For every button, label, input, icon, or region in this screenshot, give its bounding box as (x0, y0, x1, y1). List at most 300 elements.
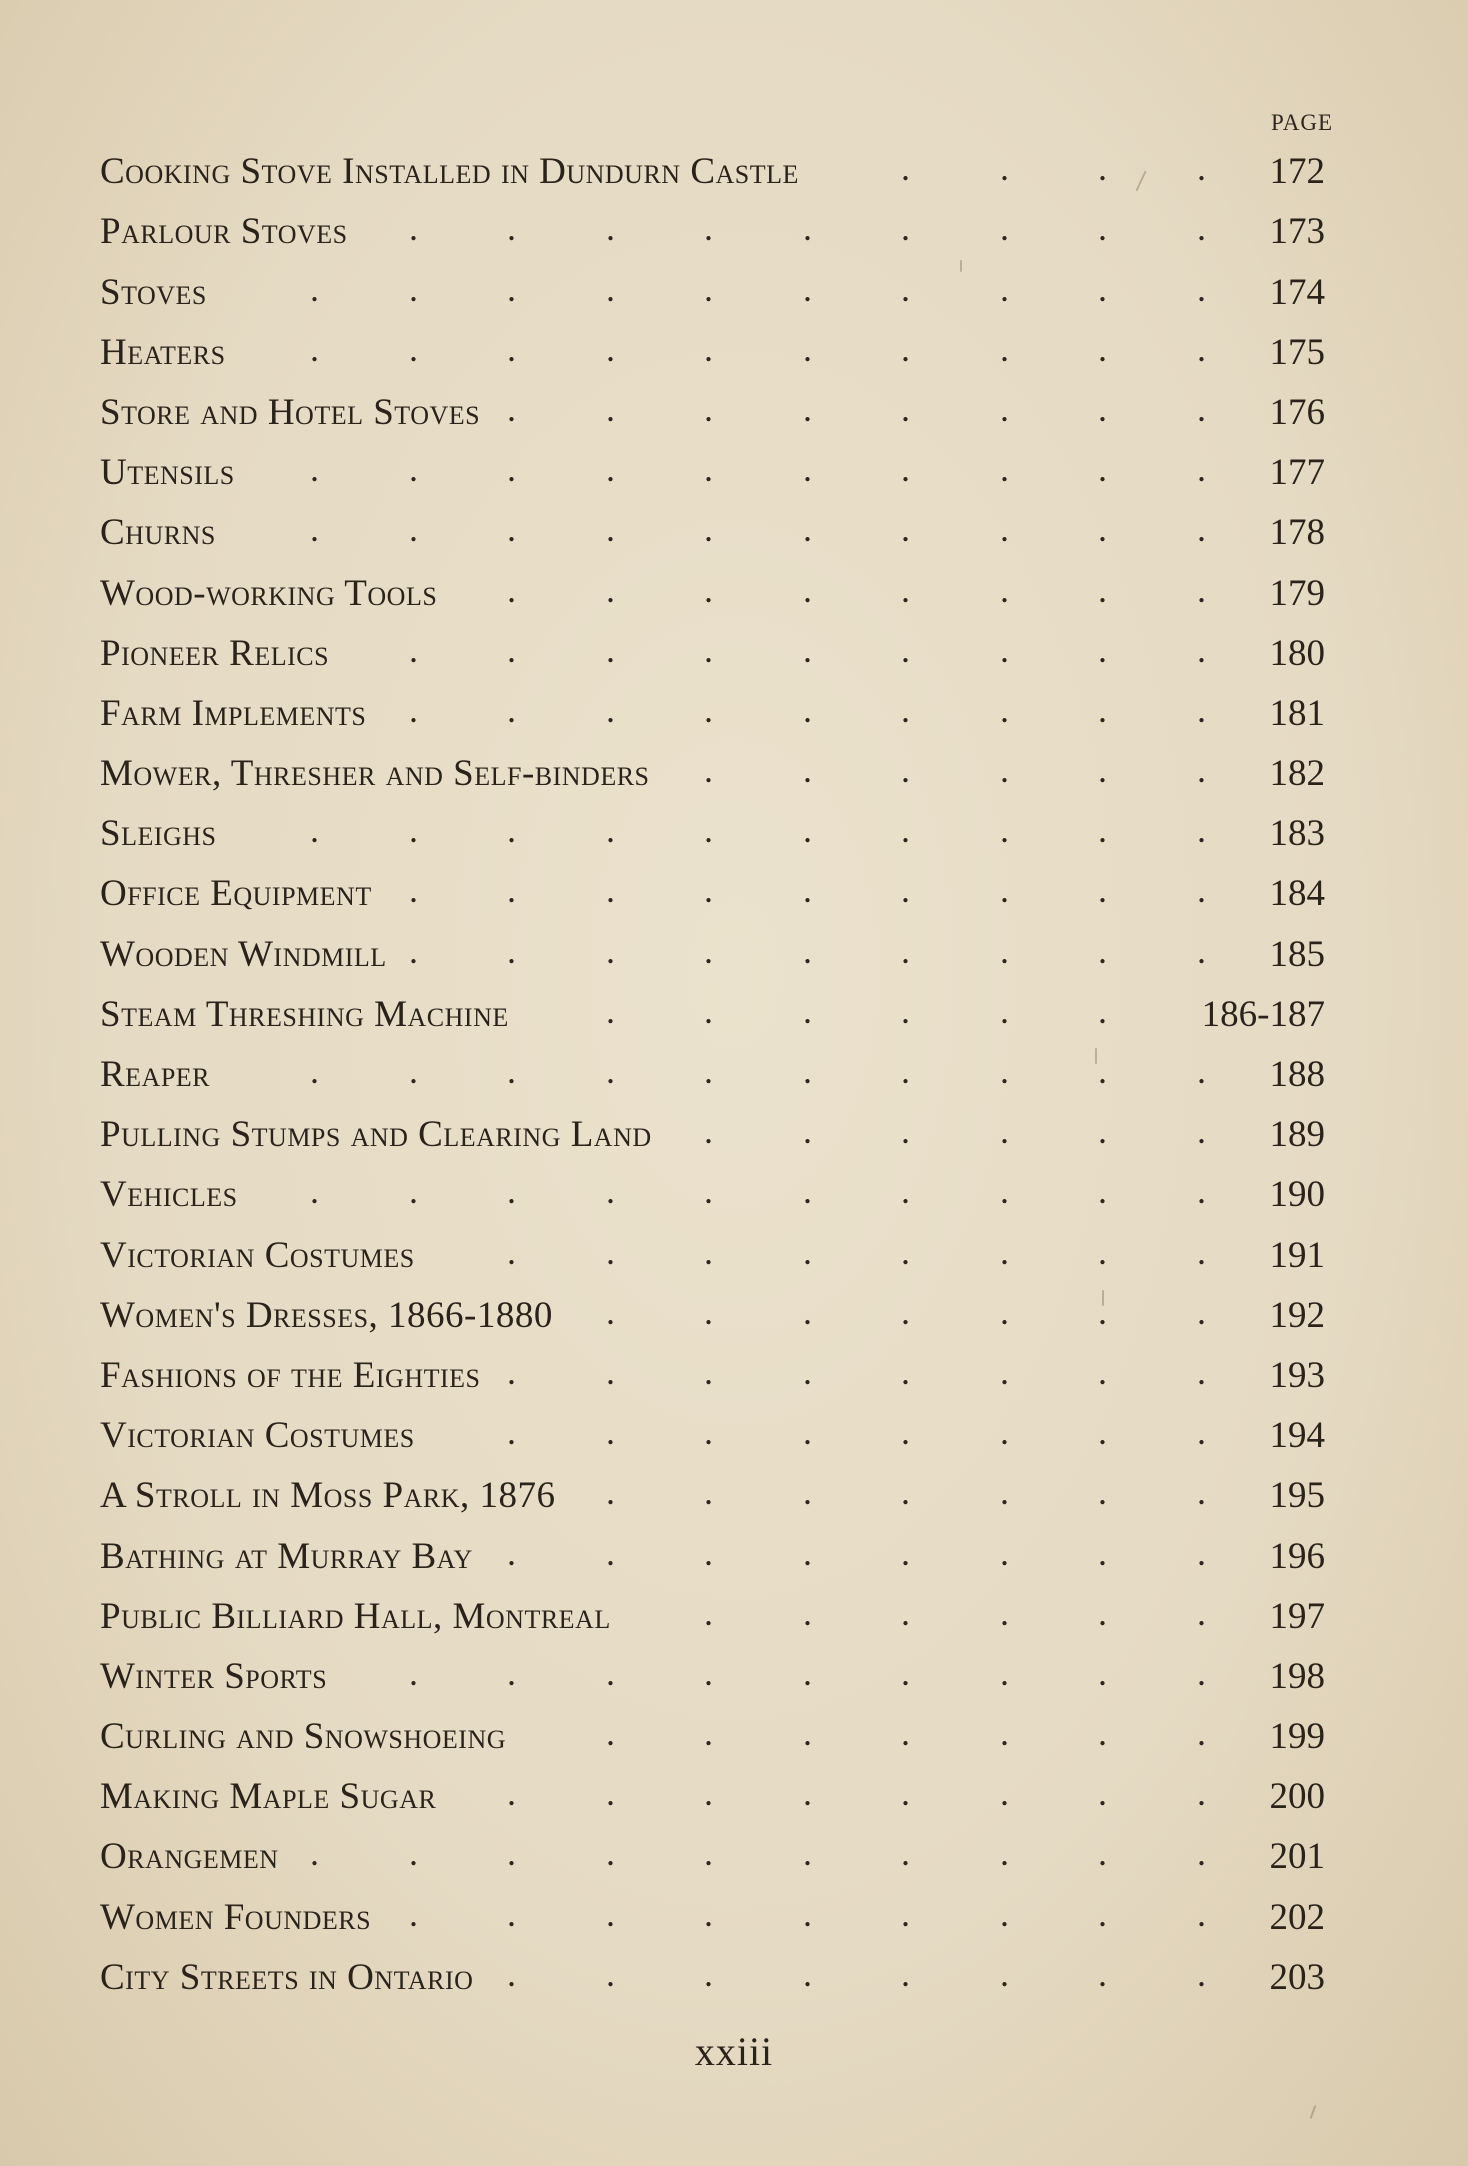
dot-leader: . (803, 268, 812, 309)
dot-leader: . (901, 1953, 910, 1994)
dot-leader: . (507, 1773, 516, 1814)
dot-leader: . (1098, 328, 1107, 369)
dot-leader: . (507, 1833, 516, 1874)
toc-entry-page-number: 181 (1269, 692, 1325, 734)
dot-leader: . (606, 990, 615, 1031)
dot-leader: . (1197, 148, 1206, 189)
dot-leader: . (409, 268, 418, 309)
dot-leader: . (1197, 1532, 1206, 1573)
dot-leader: . (901, 1833, 910, 1874)
dot-leader: . (704, 1532, 713, 1573)
dot-leader: . (1000, 208, 1009, 249)
dot-leader: . (1197, 1231, 1206, 1272)
dot-leader: . (1000, 1171, 1009, 1212)
toc-entry-title: Curling and Snowshoeing (100, 1716, 506, 1758)
dot-leader: . (901, 810, 910, 851)
dot-leader: . (606, 1652, 615, 1693)
dot-leader: . (901, 1532, 910, 1573)
dot-leader: . (803, 750, 812, 791)
dot-leader: . (1098, 930, 1107, 971)
toc-entry-title: Victorian Costumes (100, 1234, 415, 1276)
dot-leader: . (704, 1953, 713, 1994)
dot-leader: . (803, 629, 812, 670)
paper-speck (960, 260, 962, 272)
dot-leader: . (803, 1953, 812, 1994)
toc-entry-title: Heaters (100, 331, 226, 373)
toc-entry-page-number: 202 (1269, 1896, 1325, 1938)
dot-leader: . (1000, 268, 1009, 309)
dot-leader: . (409, 870, 418, 911)
toc-entry-page-number: 200 (1269, 1776, 1325, 1818)
dot-leader: . (409, 328, 418, 369)
dot-leader: . (901, 1412, 910, 1453)
toc-entry-page-number: 191 (1269, 1234, 1325, 1276)
page-folio: xxiii (694, 2029, 774, 2074)
dot-leader: . (1098, 1412, 1107, 1453)
dot-leader: . (409, 1051, 418, 1091)
dot-leader: . (310, 268, 319, 309)
toc-entry (100, 561, 1325, 621)
dot-leader: . (606, 208, 615, 249)
dot-leader: . (1098, 750, 1107, 791)
dot-leader: . (901, 930, 910, 971)
dot-leader: . (803, 1592, 812, 1633)
dot-leader: . (507, 268, 516, 309)
toc-entry-title: Winter Sports (100, 1655, 328, 1697)
dot-leader: . (704, 1713, 713, 1754)
dot-leader: . (409, 1893, 418, 1934)
toc-entry-title: Victorian Costumes (100, 1415, 415, 1457)
dot-leader: . (1000, 1532, 1009, 1573)
dot-leader: . (803, 388, 812, 429)
dot-leader: . (507, 870, 516, 911)
toc-entry-page-number: 188 (1269, 1054, 1325, 1095)
toc-entry (100, 1585, 1325, 1645)
dot-leader: . (507, 1412, 516, 1453)
dot-leader: . (409, 1171, 418, 1212)
dot-leader: . (901, 328, 910, 369)
dot-leader: . (704, 208, 713, 249)
dot-leader: . (606, 1472, 615, 1513)
dot-leader: . (1098, 148, 1107, 189)
dot-leader: . (901, 148, 910, 189)
toc-entry-page-number: 179 (1269, 572, 1325, 614)
dot-leader: . (901, 750, 910, 791)
dot-leader: . (901, 629, 910, 670)
dot-leader: . (1197, 750, 1206, 791)
dot-leader: . (803, 1111, 812, 1152)
dot-leader: . (507, 328, 516, 369)
toc-entry (100, 802, 1325, 862)
dot-leader: . (1197, 689, 1206, 730)
dot-leader: . (606, 870, 615, 911)
dot-leader: . (901, 1592, 910, 1633)
dot-leader: . (1098, 1051, 1107, 1091)
toc-entry-page-number: 176 (1269, 391, 1325, 433)
toc-entry-title: Wooden Windmill (100, 933, 387, 975)
dot-leader: . (1197, 1351, 1206, 1392)
dot-leader: . (606, 1713, 615, 1754)
dot-leader: . (901, 990, 910, 1031)
dot-leader: . (1098, 689, 1107, 730)
dot-leader: . (507, 1953, 516, 1994)
dot-leader: . (507, 449, 516, 490)
dot-leader: . (704, 629, 713, 670)
dot-leader: . (1000, 1351, 1009, 1392)
dot-leader: . (310, 1171, 319, 1212)
dot-leader: . (1098, 1231, 1107, 1272)
dot-leader: . (1098, 1351, 1107, 1392)
dot-leader: . (1000, 1652, 1009, 1693)
dot-leader: . (409, 689, 418, 730)
dot-leader: . (1000, 328, 1009, 369)
toc-entry-title: City Streets in Ontario (100, 1956, 474, 1998)
toc-entry (100, 682, 1325, 742)
paper-speck (1095, 1048, 1097, 1064)
dot-leader: . (1197, 509, 1206, 550)
toc-entry-page-number: 177 (1269, 452, 1325, 494)
dot-leader: . (704, 930, 713, 971)
dot-leader: . (507, 1532, 516, 1573)
dot-leader: . (1197, 1171, 1206, 1212)
dot-leader: . (901, 1351, 910, 1392)
dot-leader: . (704, 1472, 713, 1513)
dot-leader: . (1197, 1652, 1206, 1693)
dot-leader: . (901, 569, 910, 610)
dot-leader: . (1098, 990, 1107, 1031)
toc-entry (100, 140, 1325, 200)
toc-entry-page-number: 183 (1269, 813, 1325, 855)
toc-entry-page-number: 173 (1269, 211, 1325, 253)
dot-leader: . (803, 1833, 812, 1874)
dot-leader: . (1098, 1111, 1107, 1152)
dot-leader: . (1000, 1833, 1009, 1874)
dot-leader: . (704, 1051, 713, 1091)
toc-entry-page-number: 196 (1269, 1535, 1325, 1577)
dot-leader: . (803, 1532, 812, 1573)
toc-entry (100, 1284, 1325, 1344)
dot-leader: . (803, 1171, 812, 1212)
toc-entry (100, 1765, 1325, 1825)
dot-leader: . (803, 328, 812, 369)
dot-leader: . (409, 1652, 418, 1693)
dot-leader: . (1000, 1412, 1009, 1453)
dot-leader: . (507, 1893, 516, 1934)
dot-leader: . (803, 870, 812, 911)
dot-leader: . (1197, 1592, 1206, 1633)
dot-leader: . (606, 1171, 615, 1212)
toc-entry-page-number: 190 (1269, 1174, 1325, 1216)
dot-leader: . (1000, 1231, 1009, 1272)
dot-leader: . (1000, 810, 1009, 851)
dot-leader: . (1000, 1773, 1009, 1814)
dot-leader: . (704, 388, 713, 429)
dot-leader: . (901, 1713, 910, 1754)
toc-entry-title: Office Equipment (100, 873, 372, 915)
dot-leader: . (1197, 1051, 1206, 1091)
toc-entry-title: Cooking Stove Installed in Dundurn Castle (100, 151, 799, 193)
toc-entry (100, 1825, 1325, 1885)
dot-leader: . (803, 689, 812, 730)
toc-entry (100, 1885, 1325, 1945)
dot-leader: . (507, 569, 516, 610)
dot-leader: . (310, 509, 319, 550)
dot-leader: . (901, 1652, 910, 1693)
dot-leader: . (704, 509, 713, 550)
dot-leader: . (1197, 1713, 1206, 1754)
dot-leader: . (310, 1051, 319, 1091)
toc-entry-page-number: 189 (1269, 1114, 1325, 1156)
dot-leader: . (803, 1351, 812, 1392)
dot-leader: . (803, 1051, 812, 1091)
toc-entry-title: Stoves (100, 271, 207, 313)
dot-leader: . (704, 750, 713, 791)
dot-leader: . (606, 1532, 615, 1573)
dot-leader: . (1098, 870, 1107, 911)
toc-entry-page-number: 184 (1269, 873, 1325, 915)
dot-leader: . (310, 810, 319, 851)
dot-leader: . (704, 569, 713, 610)
toc-entry-title: Pioneer Relics (100, 632, 330, 674)
dot-leader: . (507, 1351, 516, 1392)
dot-leader: . (507, 810, 516, 851)
dot-leader: . (901, 1893, 910, 1934)
dot-leader: . (606, 1773, 615, 1814)
dot-leader: . (310, 449, 319, 490)
dot-leader: . (606, 1953, 615, 1994)
dot-leader: . (901, 689, 910, 730)
dot-leader: . (507, 509, 516, 550)
dot-leader: . (1000, 1472, 1009, 1513)
dot-leader: . (1197, 1291, 1206, 1332)
dot-leader: . (1098, 1953, 1107, 1994)
dot-leader: . (704, 870, 713, 911)
dot-leader: . (1098, 569, 1107, 610)
dot-leader: . (1000, 1291, 1009, 1332)
toc-entry-title: Parlour Stoves (100, 211, 348, 253)
toc-entry (100, 1524, 1325, 1584)
dot-leader: . (1000, 1592, 1009, 1633)
dot-leader: . (606, 629, 615, 670)
dot-leader: . (606, 930, 615, 971)
dot-leader: . (507, 930, 516, 971)
dot-leader: . (1000, 388, 1009, 429)
dot-leader: . (606, 449, 615, 490)
dot-leader: . (901, 208, 910, 249)
dot-leader: . (310, 1833, 319, 1874)
dot-leader: . (704, 1351, 713, 1392)
dot-leader: . (1197, 1111, 1206, 1152)
toc-entry-page-number: 192 (1269, 1294, 1325, 1336)
toc-entry-title: Churns (100, 512, 216, 554)
dot-leader: . (409, 629, 418, 670)
dot-leader: . (1197, 1412, 1206, 1453)
dot-leader: . (1098, 1532, 1107, 1573)
dot-leader: . (1197, 810, 1206, 851)
dot-leader: . (1000, 1893, 1009, 1934)
dot-leader: . (1000, 990, 1009, 1031)
dot-leader: . (803, 1412, 812, 1453)
dot-leader: . (704, 1111, 713, 1152)
dot-leader: . (803, 1291, 812, 1332)
toc-entry-page-number: 197 (1269, 1595, 1325, 1637)
dot-leader: . (1098, 449, 1107, 490)
toc-entry (100, 1404, 1325, 1464)
toc-entry-title: Vehicles (100, 1174, 238, 1216)
dot-leader: . (704, 1171, 713, 1212)
dot-leader: . (704, 1773, 713, 1814)
toc-entry (100, 441, 1325, 501)
dot-leader: . (704, 689, 713, 730)
dot-leader: . (803, 1713, 812, 1754)
dot-leader: . (803, 930, 812, 971)
toc-entry (100, 1043, 1325, 1103)
dot-leader: . (704, 990, 713, 1031)
dot-leader: . (606, 1051, 615, 1091)
dot-leader: . (507, 1171, 516, 1212)
dot-leader: . (704, 1231, 713, 1272)
dot-leader: . (1197, 208, 1206, 249)
dot-leader: . (803, 208, 812, 249)
dot-leader: . (507, 1652, 516, 1693)
dot-leader: . (803, 1893, 812, 1934)
toc-entry-title: Steam Threshing Machine (100, 993, 509, 1035)
dot-leader: . (1197, 328, 1206, 369)
dot-leader: . (704, 328, 713, 369)
dot-leader: . (507, 1051, 516, 1091)
paper-speck (1102, 1290, 1104, 1306)
toc-entry-page-number: 193 (1269, 1354, 1325, 1396)
dot-leader: . (1098, 208, 1107, 249)
dot-leader: . (1098, 1893, 1107, 1934)
toc-entry (100, 1645, 1325, 1705)
dot-leader: . (409, 449, 418, 490)
toc-entry-title: Utensils (100, 452, 235, 494)
toc-entry-page-number: 195 (1269, 1475, 1325, 1517)
dot-leader: . (606, 689, 615, 730)
toc-entry (100, 321, 1325, 381)
dot-leader: . (1000, 569, 1009, 610)
dot-leader: . (606, 268, 615, 309)
dot-leader: . (1098, 388, 1107, 429)
toc-entry-page-number: 178 (1269, 512, 1325, 554)
toc-entry-page-number: 182 (1269, 753, 1325, 795)
dot-leader: . (1000, 750, 1009, 791)
dot-leader: . (704, 1652, 713, 1693)
dot-leader: . (1000, 689, 1009, 730)
dot-leader: . (901, 268, 910, 309)
toc-entry-title: Sleighs (100, 813, 217, 855)
dot-leader: . (1098, 1833, 1107, 1874)
dot-leader: . (409, 930, 418, 971)
dot-leader: . (606, 1833, 615, 1874)
dot-leader: . (1000, 1713, 1009, 1754)
dot-leader: . (704, 1592, 713, 1633)
dot-leader: . (409, 509, 418, 550)
toc-entry-page-number: 201 (1269, 1836, 1325, 1878)
dot-leader: . (409, 208, 418, 249)
dot-leader: . (1000, 509, 1009, 550)
toc-entry (100, 1103, 1325, 1163)
toc-entry (100, 1464, 1325, 1524)
dot-leader: . (1000, 1953, 1009, 1994)
toc-entry-title: Store and Hotel Stoves (100, 391, 481, 433)
dot-leader: . (901, 1051, 910, 1091)
dot-leader: . (704, 1833, 713, 1874)
dot-leader: . (704, 268, 713, 309)
paper-speck (1310, 2105, 1317, 2119)
dot-leader: . (803, 990, 812, 1031)
dot-leader: . (1098, 1472, 1107, 1513)
dot-leader: . (901, 388, 910, 429)
dot-leader: . (1000, 870, 1009, 911)
dot-leader: . (507, 1231, 516, 1272)
dot-leader: . (803, 1231, 812, 1272)
toc-entry (100, 1223, 1325, 1283)
dot-leader: . (606, 569, 615, 610)
dot-leader: . (1098, 810, 1107, 851)
dot-leader: . (1197, 388, 1206, 429)
dot-leader: . (901, 1773, 910, 1814)
toc-entry-title: Bathing at Murray Bay (100, 1535, 473, 1577)
dot-leader: . (1098, 1592, 1107, 1633)
dot-leader: . (606, 1893, 615, 1934)
toc-entry (100, 1163, 1325, 1223)
dot-leader: . (1197, 268, 1206, 309)
toc-entry (100, 200, 1325, 260)
toc-entry-page-number: 174 (1269, 271, 1325, 313)
dot-leader: . (606, 388, 615, 429)
dot-leader: . (1000, 1051, 1009, 1091)
dot-leader: . (606, 328, 615, 369)
dot-leader: . (606, 1351, 615, 1392)
toc-entry-title: Women's Dresses, 1866-1880 (100, 1294, 553, 1336)
toc-entry-title: Pulling Stumps and Clearing Land (100, 1114, 652, 1156)
toc-entry-page-number: 180 (1269, 632, 1325, 674)
dot-leader: . (803, 1773, 812, 1814)
dot-leader: . (1197, 569, 1206, 610)
dot-leader: . (606, 1231, 615, 1272)
dot-leader: . (704, 1893, 713, 1934)
dot-leader: . (1197, 1773, 1206, 1814)
dot-leader: . (606, 509, 615, 550)
dot-leader: . (704, 810, 713, 851)
dot-leader: . (803, 509, 812, 550)
toc-entry (100, 381, 1325, 441)
toc-entry (100, 1946, 1325, 2006)
dot-leader: . (507, 208, 516, 249)
dot-leader: . (803, 1472, 812, 1513)
dot-leader: . (1197, 629, 1206, 670)
toc-entry-page-number: 203 (1269, 1956, 1325, 1998)
dot-leader: . (1000, 930, 1009, 971)
dot-leader: . (1197, 870, 1206, 911)
toc-entry-page-number: 198 (1269, 1655, 1325, 1697)
dot-leader: . (1197, 930, 1206, 971)
toc-entry-title: Orangemen (100, 1836, 279, 1878)
dot-leader: . (1197, 1893, 1206, 1934)
dot-leader: . (1197, 1472, 1206, 1513)
toc-entry (100, 501, 1325, 561)
toc-entry (100, 742, 1325, 802)
toc-entry (100, 622, 1325, 682)
dot-leader: . (704, 1291, 713, 1332)
dot-leader: . (1000, 1111, 1009, 1152)
dot-leader: . (1098, 509, 1107, 550)
toc-entry-title: Fashions of the Eighties (100, 1354, 481, 1396)
table-of-contents (100, 140, 1325, 2006)
toc-entry (100, 862, 1325, 922)
